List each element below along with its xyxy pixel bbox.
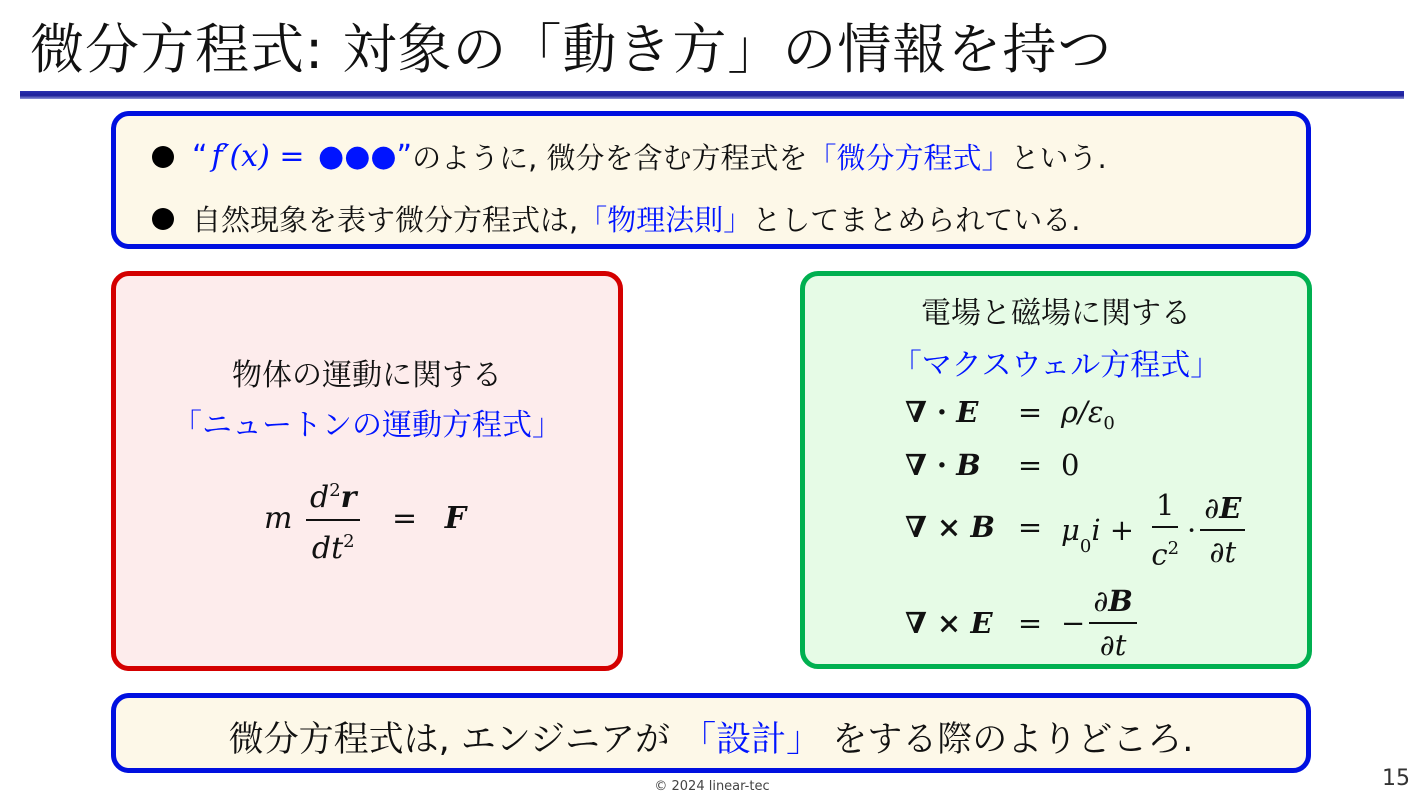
newton-fraction: [306, 472, 360, 568]
formula-fprime: f′(x) =: [211, 139, 305, 174]
eq4-equals: =: [1017, 606, 1043, 640]
eq3-frac1-num: 1: [1152, 486, 1178, 528]
eq1-equals: =: [1017, 395, 1043, 429]
close-quote: ”: [396, 139, 413, 174]
eq3-op: ∇ ×: [905, 510, 962, 544]
eq2-rhs: 0: [1061, 448, 1080, 482]
eq1-op: ∇ ·: [905, 395, 948, 429]
eq4-frac-partial: ∂: [1093, 584, 1109, 618]
eq3-var: B: [970, 510, 995, 544]
formula-example: [192, 139, 412, 174]
newton-num-d: d: [310, 480, 330, 515]
eq2-op: ∇ ·: [905, 448, 948, 482]
slide-title: 微分方程式: 対象の「動き方」の情報を持つ: [30, 18, 1113, 81]
newton-den-dt: dt: [311, 531, 344, 566]
page-number: 15: [1382, 766, 1410, 791]
maxwell-eq-ampere: [805, 486, 1317, 572]
eq4-op: ∇ ×: [905, 606, 962, 640]
eq3-frac1-sup: 2: [1167, 538, 1180, 559]
newton-den-sup: 2: [343, 531, 355, 552]
newton-caption: 物体の運動に関する: [232, 358, 502, 393]
eq3-i: i +: [1091, 512, 1135, 547]
newton-equation: [264, 472, 466, 568]
eq4-frac-B: B: [1108, 584, 1133, 618]
title-underline: [20, 91, 1404, 99]
formula-dots: ●●●: [318, 139, 397, 174]
newton-mass: m: [264, 501, 293, 536]
newton-box: [111, 271, 623, 671]
conclusion-text: [116, 712, 1306, 762]
eq3-frac2-den: ∂t: [1209, 534, 1237, 569]
bullet1-text-before: のように, 微分を含む方程式を: [412, 141, 808, 175]
bullet-dot-icon: [152, 208, 174, 230]
newton-name: 「ニュートンの運動方程式」: [172, 408, 562, 443]
bullet-dot-icon: [152, 146, 174, 168]
newton-num-sup: 2: [329, 480, 341, 501]
open-quote: “: [192, 139, 208, 174]
maxwell-caption: 電場と磁場に関する: [921, 296, 1191, 331]
newton-num-r: r: [340, 480, 357, 515]
conclusion-before: 微分方程式は, エンジニアが: [228, 720, 670, 760]
newton-numerator: [306, 472, 360, 521]
eq3-mu: μ: [1061, 512, 1080, 547]
eq4-var: E: [970, 606, 993, 640]
maxwell-eq-faraday: [805, 582, 1317, 662]
bullet2-highlight: 「物理法則」: [578, 203, 753, 237]
conclusion-highlight: 「設計」: [681, 720, 822, 760]
eq4-frac-den: ∂t: [1099, 628, 1127, 662]
copyright-footer: © 2024 linear-tec: [654, 779, 770, 794]
eq1-rhs: ρ/ε: [1061, 395, 1104, 429]
eq3-frac-c2: [1147, 486, 1183, 574]
conclusion-after: をする際のよりどころ.: [832, 720, 1194, 760]
eq1-var: E: [956, 395, 979, 429]
maxwell-eq-gauss-e: [805, 395, 1317, 445]
eq3-dot: ·: [1187, 512, 1197, 547]
bullet-physical-law: [152, 198, 1080, 239]
eq3-frac1-den: c: [1151, 537, 1168, 572]
bullet-differential-equation: [152, 136, 1107, 177]
bullet2-text-after: としてまとめられている.: [752, 203, 1081, 237]
eq4-frac-dBdt: [1089, 582, 1137, 664]
eq1-rhs-sub: 0: [1103, 412, 1115, 434]
conclusion-box: [111, 693, 1311, 773]
eq2-equals: =: [1017, 448, 1043, 482]
definition-box: [111, 111, 1311, 249]
bullet1-text-after: という.: [1010, 141, 1107, 175]
eq3-frac-dEdt: [1200, 489, 1245, 571]
eq3-mu-sub: 0: [1079, 535, 1092, 557]
eq4-minus: −: [1061, 606, 1086, 640]
eq3-frac2-E: E: [1219, 490, 1242, 525]
newton-force: F: [444, 501, 467, 536]
maxwell-box: [800, 271, 1312, 669]
newton-equals: =: [392, 501, 418, 536]
bullet1-highlight: 「微分方程式」: [807, 141, 1011, 175]
newton-denominator: [308, 521, 359, 568]
eq3-equals: =: [1017, 510, 1043, 544]
eq2-var: B: [956, 448, 981, 482]
maxwell-name: 「マクスウェル方程式」: [891, 348, 1221, 383]
bullet2-text-before: 自然現象を表す微分方程式は,: [192, 203, 579, 237]
eq3-frac2-partial: ∂: [1204, 490, 1220, 525]
